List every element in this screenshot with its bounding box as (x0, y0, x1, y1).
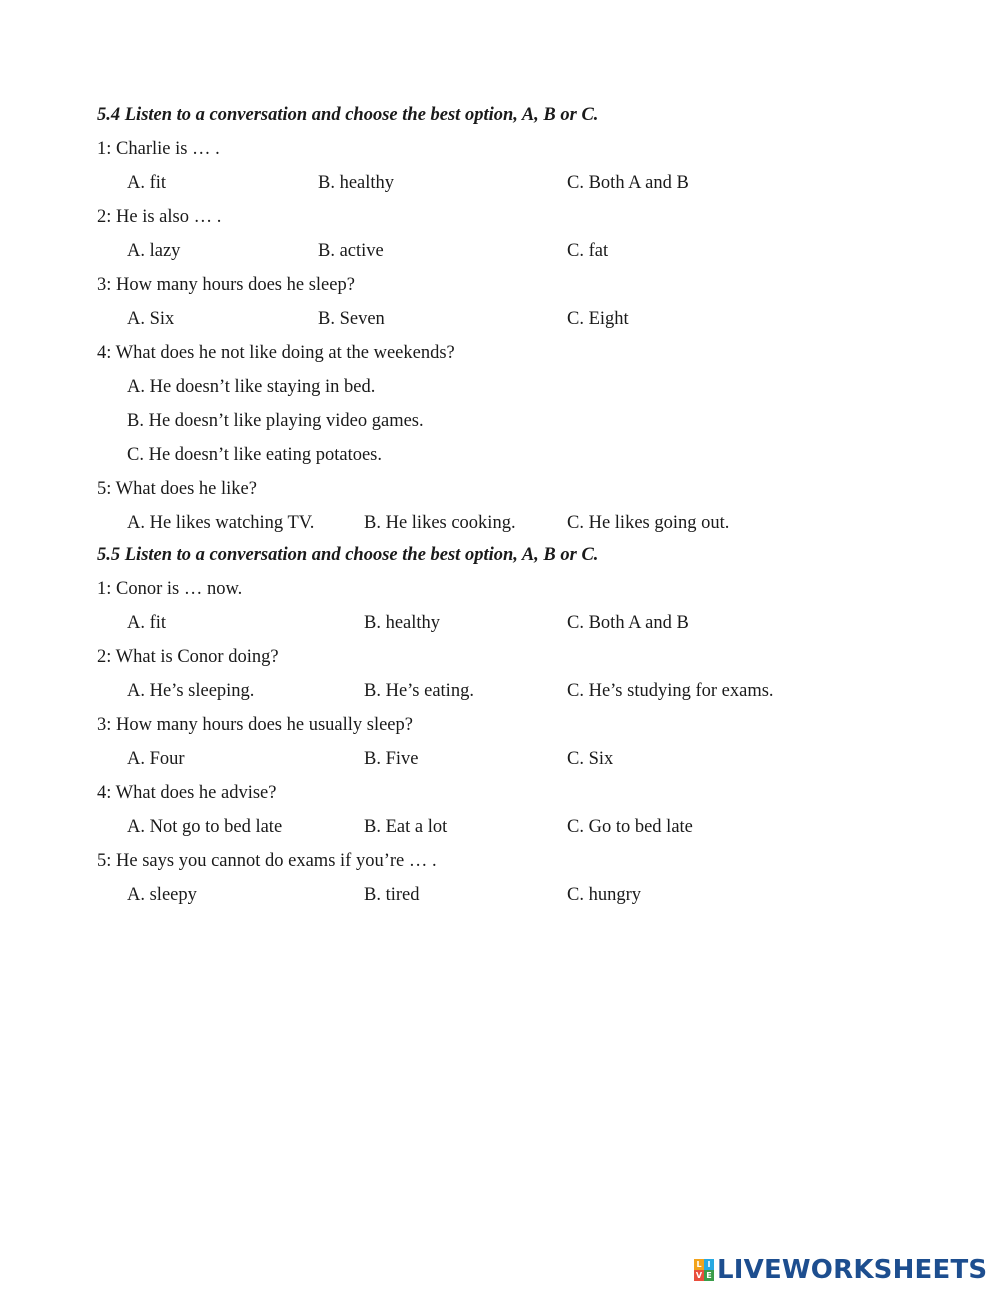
liveworksheets-logo (694, 1255, 987, 1285)
question-5-5-5: 5: He says you cannot do exams if you’re … . (97, 851, 437, 871)
option-5-4-1-a[interactable]: A. fit (127, 173, 167, 193)
logo-mark-letter: L (694, 1259, 704, 1270)
option-5-5-4-b[interactable]: B. Eat a lot (364, 817, 448, 837)
option-5-5-1-a[interactable]: A. fit (127, 613, 167, 633)
option-5-4-5-b[interactable]: B. He likes cooking. (364, 513, 516, 533)
option-5-4-4-b[interactable]: B. He doesn’t like playing video games. (127, 411, 424, 431)
option-5-4-1-c[interactable]: C. Both A and B (567, 173, 689, 193)
option-5-5-1-b[interactable]: B. healthy (364, 613, 441, 633)
question-5-4-2: 2: He is also … . (97, 207, 222, 227)
liveworksheets-mark-icon (694, 1259, 714, 1281)
option-5-4-4-c[interactable]: C. He doesn’t like eating potatoes. (127, 445, 383, 465)
option-5-5-5-a[interactable]: A. sleepy (127, 885, 197, 905)
liveworksheets-wordmark: LIVEWORKSHEETS (717, 1255, 988, 1285)
question-5-4-3: 3: How many hours does he sleep? (97, 275, 355, 295)
option-5-4-3-a[interactable]: A. Six (127, 309, 175, 329)
option-5-5-3-b[interactable]: B. Five (364, 749, 419, 769)
option-5-5-3-a[interactable]: A. Four (127, 749, 185, 769)
question-5-5-3: 3: How many hours does he usually sleep? (97, 715, 413, 735)
section-5-4-heading: 5.4 Listen to a conversation and choose the best option, A, B or C. (97, 105, 599, 125)
option-5-5-2-a[interactable]: A. He’s sleeping. (127, 681, 255, 701)
section-5-5-heading: 5.5 Listen to a conversation and choose the best option, A, B or C. (97, 545, 599, 565)
option-5-4-5-a[interactable]: A. He likes watching TV. (127, 513, 315, 533)
option-5-4-2-b[interactable]: B. active (318, 241, 384, 261)
option-5-4-5-c[interactable]: C. He likes going out. (567, 513, 730, 533)
option-5-4-2-c[interactable]: C. fat (567, 241, 609, 261)
logo-mark-letter: V (695, 1271, 703, 1280)
question-5-5-1: 1: Conor is … now. (97, 579, 243, 599)
option-5-4-3-c[interactable]: C. Eight (567, 309, 629, 329)
question-5-5-4: 4: What does he advise? (97, 783, 277, 803)
option-5-5-2-c[interactable]: C. He’s studying for exams. (567, 681, 774, 701)
option-5-5-5-c[interactable]: C. hungry (567, 885, 641, 905)
option-5-5-4-c[interactable]: C. Go to bed late (567, 817, 693, 837)
logo-mark-letter: I (704, 1259, 714, 1270)
question-5-4-1: 1: Charlie is … . (97, 139, 220, 159)
option-5-5-4-a[interactable]: A. Not go to bed late (127, 817, 283, 837)
option-5-4-3-b[interactable]: B. Seven (318, 309, 385, 329)
option-5-4-4-a[interactable]: A. He doesn’t like staying in bed. (127, 377, 376, 397)
logo-mark-letter: E (704, 1270, 714, 1281)
option-5-5-3-c[interactable]: C. Six (567, 749, 614, 769)
option-5-5-5-b[interactable]: B. tired (364, 885, 420, 905)
question-5-5-2: 2: What is Conor doing? (97, 647, 279, 667)
question-5-4-5: 5: What does he like? (97, 479, 257, 499)
option-5-4-2-a[interactable]: A. lazy (127, 241, 181, 261)
option-5-5-1-c[interactable]: C. Both A and B (567, 613, 689, 633)
option-5-4-1-b[interactable]: B. healthy (318, 173, 395, 193)
question-5-4-4: 4: What does he not like doing at the weekends? (97, 343, 455, 363)
option-5-5-2-b[interactable]: B. He’s eating. (364, 681, 474, 701)
